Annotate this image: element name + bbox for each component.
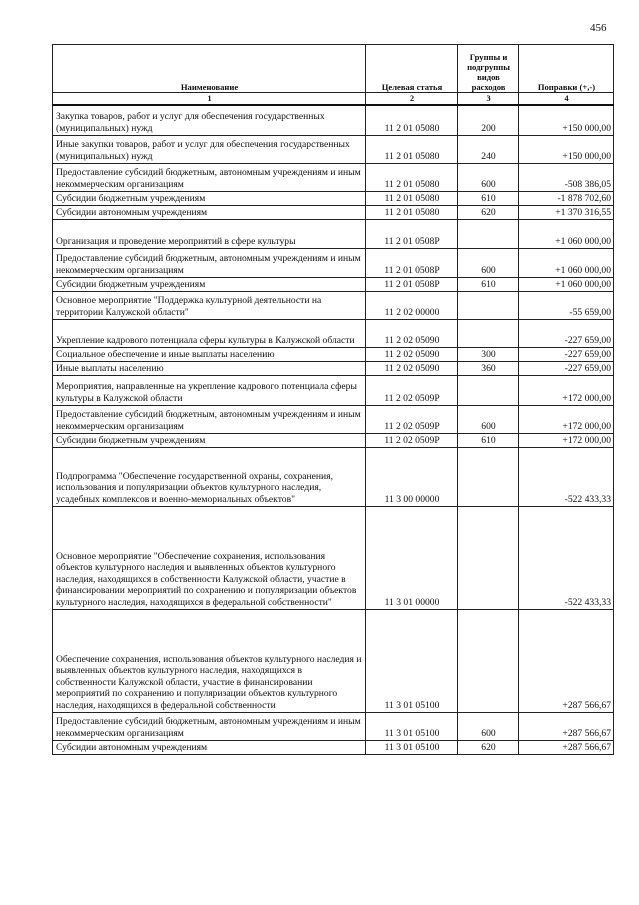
table-header-row: [53, 45, 614, 93]
row-article: 11 2 01 0508Р: [366, 219, 458, 248]
row-group: [458, 609, 519, 712]
row-article: 11 2 01 05080: [366, 163, 458, 191]
table-row: [53, 375, 614, 405]
row-group: 300: [458, 347, 519, 361]
header-groups: Группы и подгруппы видов расходов: [458, 45, 519, 93]
row-group: [458, 375, 519, 405]
column-number: 2: [366, 93, 458, 106]
table-row: [53, 191, 614, 205]
row-article: 11 3 01 05100: [366, 740, 458, 754]
row-group: [458, 291, 519, 319]
row-article: 11 3 01 00000: [366, 506, 458, 609]
row-name: Предоставление субсидий бюджетным, автономным учреждениям и иным некоммерческим организациям: [53, 163, 366, 191]
row-name: Субсидии бюджетным учреждениям: [53, 277, 366, 291]
table-row: [53, 248, 614, 277]
table-row: [53, 135, 614, 163]
header-amendments: Поправки (+,-): [519, 45, 614, 93]
row-group: 200: [458, 105, 519, 135]
column-number: 4: [519, 93, 614, 106]
row-article: 11 2 02 0509Р: [366, 405, 458, 433]
row-name: Социальное обеспечение и иные выплаты населению: [53, 347, 366, 361]
row-group: 600: [458, 163, 519, 191]
table-row: [53, 219, 614, 248]
header-article: Целевая статья: [366, 45, 458, 93]
budget-amendments-table: [52, 44, 614, 755]
row-name: Укрепление кадрового потенциала сферы культуры в Калужской области: [53, 319, 366, 347]
row-name: Мероприятия, направленные на укрепление кадрового потенциала сферы культуры в Калужской области: [53, 375, 366, 405]
row-group: 610: [458, 433, 519, 447]
row-amount: +1 060 000,00: [519, 277, 614, 291]
row-amount: +287 566,67: [519, 740, 614, 754]
row-amount: -55 659,00: [519, 291, 614, 319]
row-group: 610: [458, 191, 519, 205]
row-name: Иные выплаты населению: [53, 361, 366, 375]
row-amount: -522 433,33: [519, 447, 614, 506]
row-article: 11 2 02 00000: [366, 291, 458, 319]
row-group: [458, 319, 519, 347]
page-number: 456: [590, 22, 607, 34]
row-name: Подпрограмма "Обеспечение государственной охраны, сохранения, использования и популяризации объектов культурного наследия, усадебных комплексов и военно-мемориальных объектов": [53, 447, 366, 506]
row-name: Иные закупки товаров, работ и услуг для обеспечения государственных (муниципальных) нужд: [53, 135, 366, 163]
row-article: 11 2 01 05080: [366, 135, 458, 163]
row-article: 11 2 02 05090: [366, 361, 458, 375]
row-name: Организация и проведение мероприятий в сфере культуры: [53, 219, 366, 248]
row-name: Закупка товаров, работ и услуг для обеспечения государственных (муниципальных) нужд: [53, 105, 366, 135]
row-group: 620: [458, 205, 519, 219]
table-row: [53, 447, 614, 506]
table-row: [53, 506, 614, 609]
row-amount: +287 566,67: [519, 712, 614, 740]
header-name: Наименование: [53, 45, 366, 93]
row-article: 11 2 01 05080: [366, 105, 458, 135]
row-name: Обеспечение сохранения, использования объектов культурного наследия и выявленных объектов культурного наследия, находящихся в собственности Калужской области, участие в финансировании мероприятий по сохранению и популяризации объектов культурного наследия, находящихся в федеральной собственности: [53, 609, 366, 712]
table-row: [53, 405, 614, 433]
row-group: [458, 447, 519, 506]
row-group: 610: [458, 277, 519, 291]
row-group: 600: [458, 712, 519, 740]
row-amount: -227 659,00: [519, 361, 614, 375]
column-number-row: [53, 93, 614, 106]
table-row: [53, 291, 614, 319]
row-article: 11 2 01 0508Р: [366, 277, 458, 291]
table-row: [53, 277, 614, 291]
row-article: 11 3 01 05100: [366, 712, 458, 740]
row-amount: +1 060 000,00: [519, 219, 614, 248]
row-group: 600: [458, 405, 519, 433]
table-row: [53, 433, 614, 447]
row-name: Субсидии бюджетным учреждениям: [53, 433, 366, 447]
row-amount: -227 659,00: [519, 347, 614, 361]
column-number: 3: [458, 93, 519, 106]
row-group: [458, 506, 519, 609]
row-amount: +1 060 000,00: [519, 248, 614, 277]
table-row: [53, 361, 614, 375]
column-number: 1: [53, 93, 366, 106]
row-group: 240: [458, 135, 519, 163]
row-amount: +172 000,00: [519, 433, 614, 447]
row-amount: +172 000,00: [519, 405, 614, 433]
row-name: Предоставление субсидий бюджетным, автономным учреждениям и иным некоммерческим организациям: [53, 248, 366, 277]
row-amount: +287 566,67: [519, 609, 614, 712]
row-amount: -1 878 702,60: [519, 191, 614, 205]
row-article: 11 2 02 0509Р: [366, 433, 458, 447]
row-name: Предоставление субсидий бюджетным, автономным учреждениям и иным некоммерческим организациям: [53, 712, 366, 740]
row-name: Субсидии бюджетным учреждениям: [53, 191, 366, 205]
row-group: [458, 219, 519, 248]
row-name: Субсидии автономным учреждениям: [53, 205, 366, 219]
table-row: [53, 319, 614, 347]
row-amount: -522 433,33: [519, 506, 614, 609]
row-article: 11 2 01 0508Р: [366, 248, 458, 277]
row-amount: +1 370 316,55: [519, 205, 614, 219]
table-row: [53, 205, 614, 219]
row-name: Предоставление субсидий бюджетным, автономным учреждениям и иным некоммерческим организациям: [53, 405, 366, 433]
table-row: [53, 163, 614, 191]
row-name: Субсидии автономным учреждениям: [53, 740, 366, 754]
row-article: 11 2 02 05090: [366, 347, 458, 361]
row-article: 11 3 01 05100: [366, 609, 458, 712]
table-row: [53, 740, 614, 754]
row-amount: -227 659,00: [519, 319, 614, 347]
row-article: 11 2 01 05080: [366, 205, 458, 219]
row-amount: -508 386,05: [519, 163, 614, 191]
row-amount: +172 000,00: [519, 375, 614, 405]
table-row: [53, 712, 614, 740]
row-name: Основное мероприятие "Поддержка культурной деятельности на территории Калужской области": [53, 291, 366, 319]
row-amount: +150 000,00: [519, 105, 614, 135]
table-row: [53, 105, 614, 135]
row-article: 11 2 02 05090: [366, 319, 458, 347]
row-article: 11 2 02 0509Р: [366, 375, 458, 405]
row-group: 360: [458, 361, 519, 375]
row-group: 620: [458, 740, 519, 754]
row-article: 11 3 00 00000: [366, 447, 458, 506]
row-group: 600: [458, 248, 519, 277]
table-row: [53, 347, 614, 361]
row-amount: +150 000,00: [519, 135, 614, 163]
row-name: Основное мероприятие "Обеспечение сохранения, использования объектов культурного наследия и выявленных объектов культурного наследия, находящихся в собственности Калужской области, участие в финансировании мероприятий по сохранению и популяризации объектов культурного наследия, находящихся в федеральной собственности": [53, 506, 366, 609]
table-row: [53, 609, 614, 712]
row-article: 11 2 01 05080: [366, 191, 458, 205]
